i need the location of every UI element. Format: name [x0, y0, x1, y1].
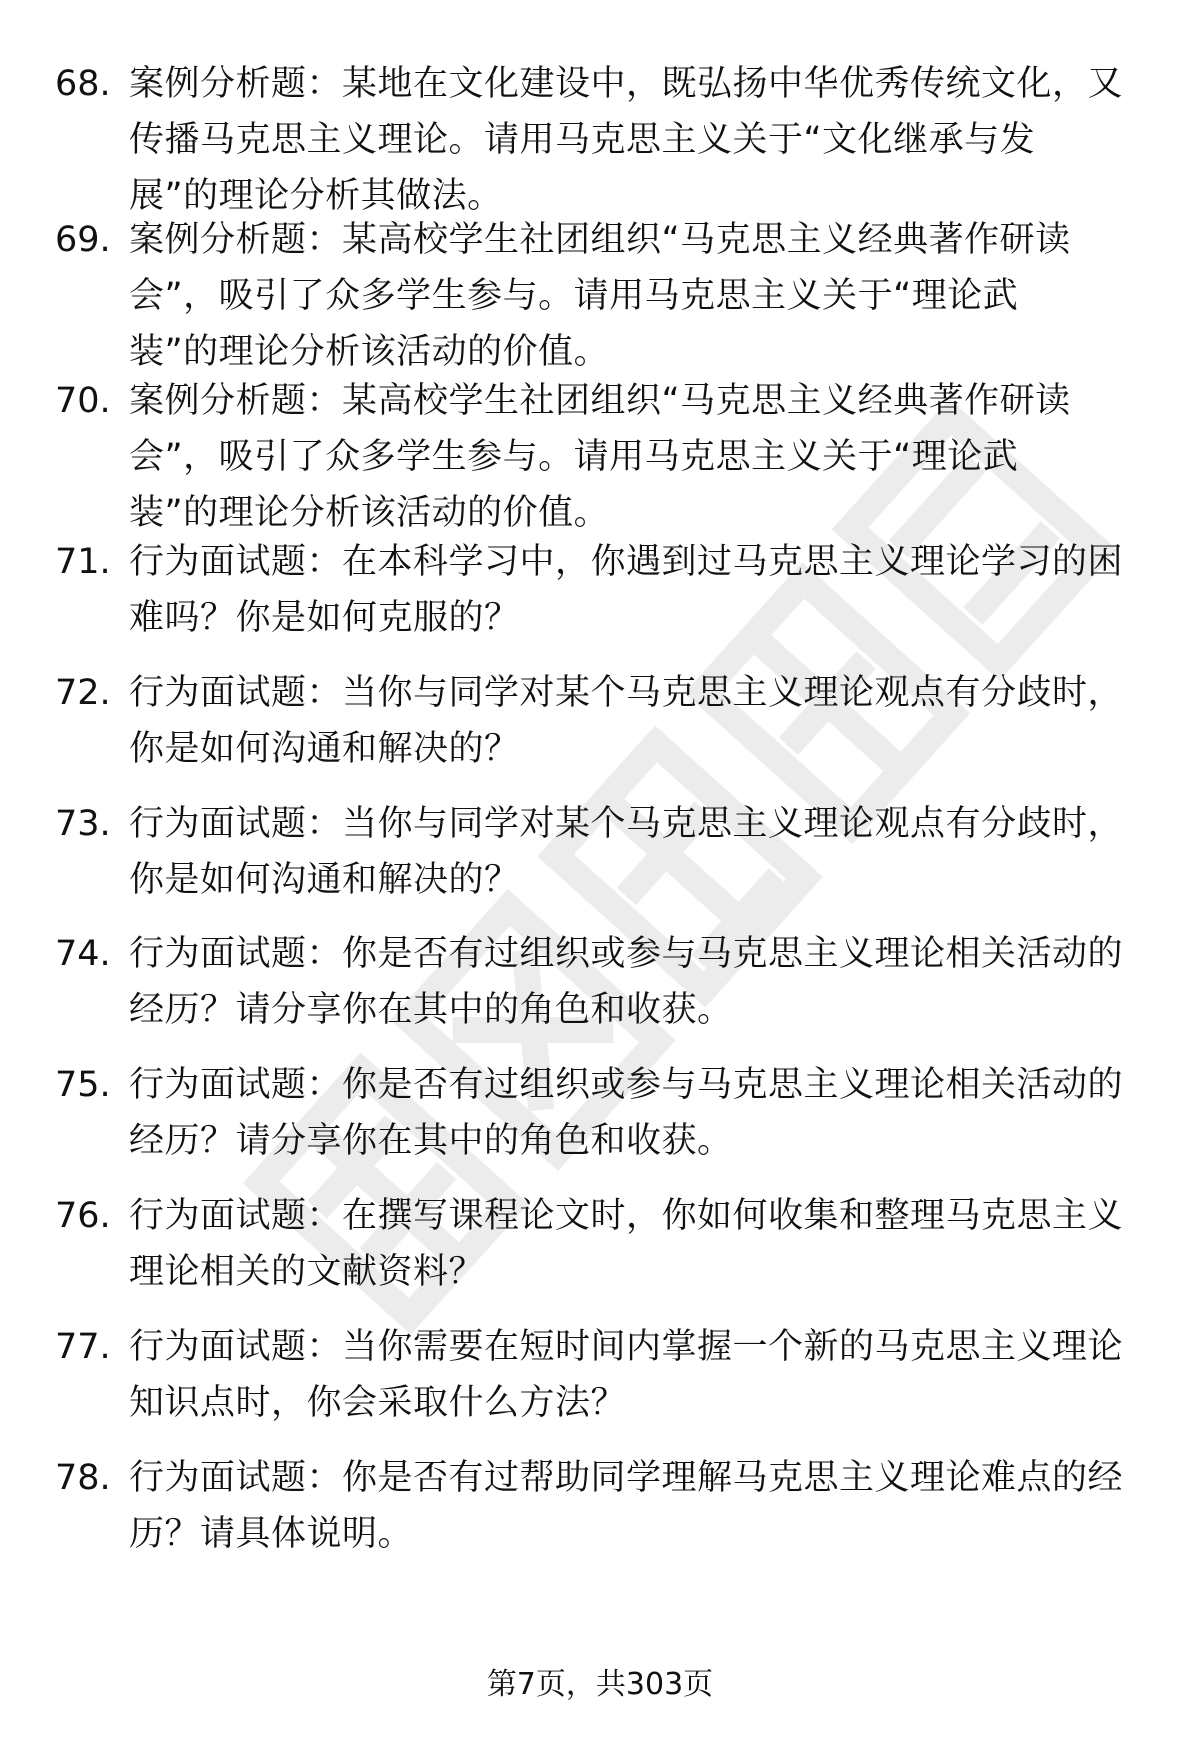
question-text — [129, 373, 1165, 541]
question-line: 行为面试题：在本科学习中，你遇到过马克思主义理论学习的困 — [129, 542, 1124, 582]
question-line: 你是如何沟通和解决的？ — [129, 729, 520, 769]
question-text — [129, 926, 1165, 1038]
question-number: 70. — [55, 381, 111, 421]
question-item — [55, 926, 1165, 1038]
question-number: 77. — [55, 1327, 111, 1367]
question-number: 68. — [55, 64, 111, 104]
question-item — [55, 1188, 1165, 1300]
page-footer: 第7页，共303页 — [486, 1667, 714, 1702]
question-line: 你是如何沟通和解决的？ — [129, 860, 520, 900]
question-number: 73. — [55, 804, 111, 844]
question-line: 行为面试题：当你与同学对某个马克思主义理论观点有分歧时， — [129, 673, 1124, 713]
question-text — [129, 796, 1165, 908]
question-line: 装”的理论分析该活动的价值。 — [129, 493, 610, 533]
question-line: 展”的理论分析其做法。 — [129, 176, 503, 216]
question-item — [55, 212, 1165, 380]
question-line: 难吗？你是如何克服的？ — [129, 598, 520, 638]
question-line: 行为面试题：在撰写课程论文时，你如何收集和整理马克思主义 — [129, 1196, 1124, 1236]
question-item — [55, 56, 1165, 224]
question-number: 76. — [55, 1196, 111, 1236]
question-line: 行为面试题：你是否有过帮助同学理解马克思主义理论难点的经 — [129, 1458, 1124, 1498]
question-number: 75. — [55, 1065, 111, 1105]
question-item — [55, 665, 1165, 777]
question-line: 经历？请分享你在其中的角色和收获。 — [129, 990, 733, 1030]
question-line: 传播马克思主义理论。请用马克思主义关于“文化继承与发 — [129, 120, 1036, 160]
question-text — [129, 1450, 1165, 1562]
question-item — [55, 796, 1165, 908]
question-item — [55, 1319, 1165, 1431]
question-text — [129, 212, 1165, 380]
question-text — [129, 534, 1165, 646]
question-text — [129, 1319, 1165, 1431]
question-line: 装”的理论分析该活动的价值。 — [129, 332, 610, 372]
question-item — [55, 1450, 1165, 1562]
question-item — [55, 534, 1165, 646]
question-line: 知识点时，你会采取什么方法？ — [129, 1383, 627, 1423]
question-line: 会”，吸引了众多学生参与。请用马克思主义关于“理论武 — [129, 276, 1019, 316]
question-line: 理论相关的文献资料？ — [129, 1252, 485, 1292]
question-line: 案例分析题：某地在文化建设中，既弘扬中华优秀传统文化，又 — [129, 64, 1124, 104]
question-number: 69. — [55, 220, 111, 260]
question-text — [129, 1188, 1165, 1300]
question-item — [55, 1057, 1165, 1169]
question-line: 案例分析题：某高校学生社团组织“马克思主义经典著作研读 — [129, 381, 1071, 421]
question-text — [129, 665, 1165, 777]
question-line: 行为面试题：你是否有过组织或参与马克思主义理论相关活动的 — [129, 934, 1124, 974]
question-line: 历？请具体说明。 — [129, 1514, 414, 1554]
question-line: 行为面试题：当你需要在短时间内掌握一个新的马克思主义理论 — [129, 1327, 1124, 1367]
question-text — [129, 1057, 1165, 1169]
question-item — [55, 373, 1165, 541]
question-number: 74. — [55, 934, 111, 974]
question-line: 经历？请分享你在其中的角色和收获。 — [129, 1121, 733, 1161]
question-line: 行为面试题：当你与同学对某个马克思主义理论观点有分歧时， — [129, 804, 1124, 844]
question-number: 72. — [55, 673, 111, 713]
question-number: 78. — [55, 1458, 111, 1498]
question-line: 案例分析题：某高校学生社团组织“马克思主义经典著作研读 — [129, 220, 1071, 260]
question-line: 行为面试题：你是否有过组织或参与马克思主义理论相关活动的 — [129, 1065, 1124, 1105]
question-line: 会”，吸引了众多学生参与。请用马克思主义关于“理论武 — [129, 437, 1019, 477]
question-text — [129, 56, 1165, 224]
question-number: 71. — [55, 542, 111, 582]
